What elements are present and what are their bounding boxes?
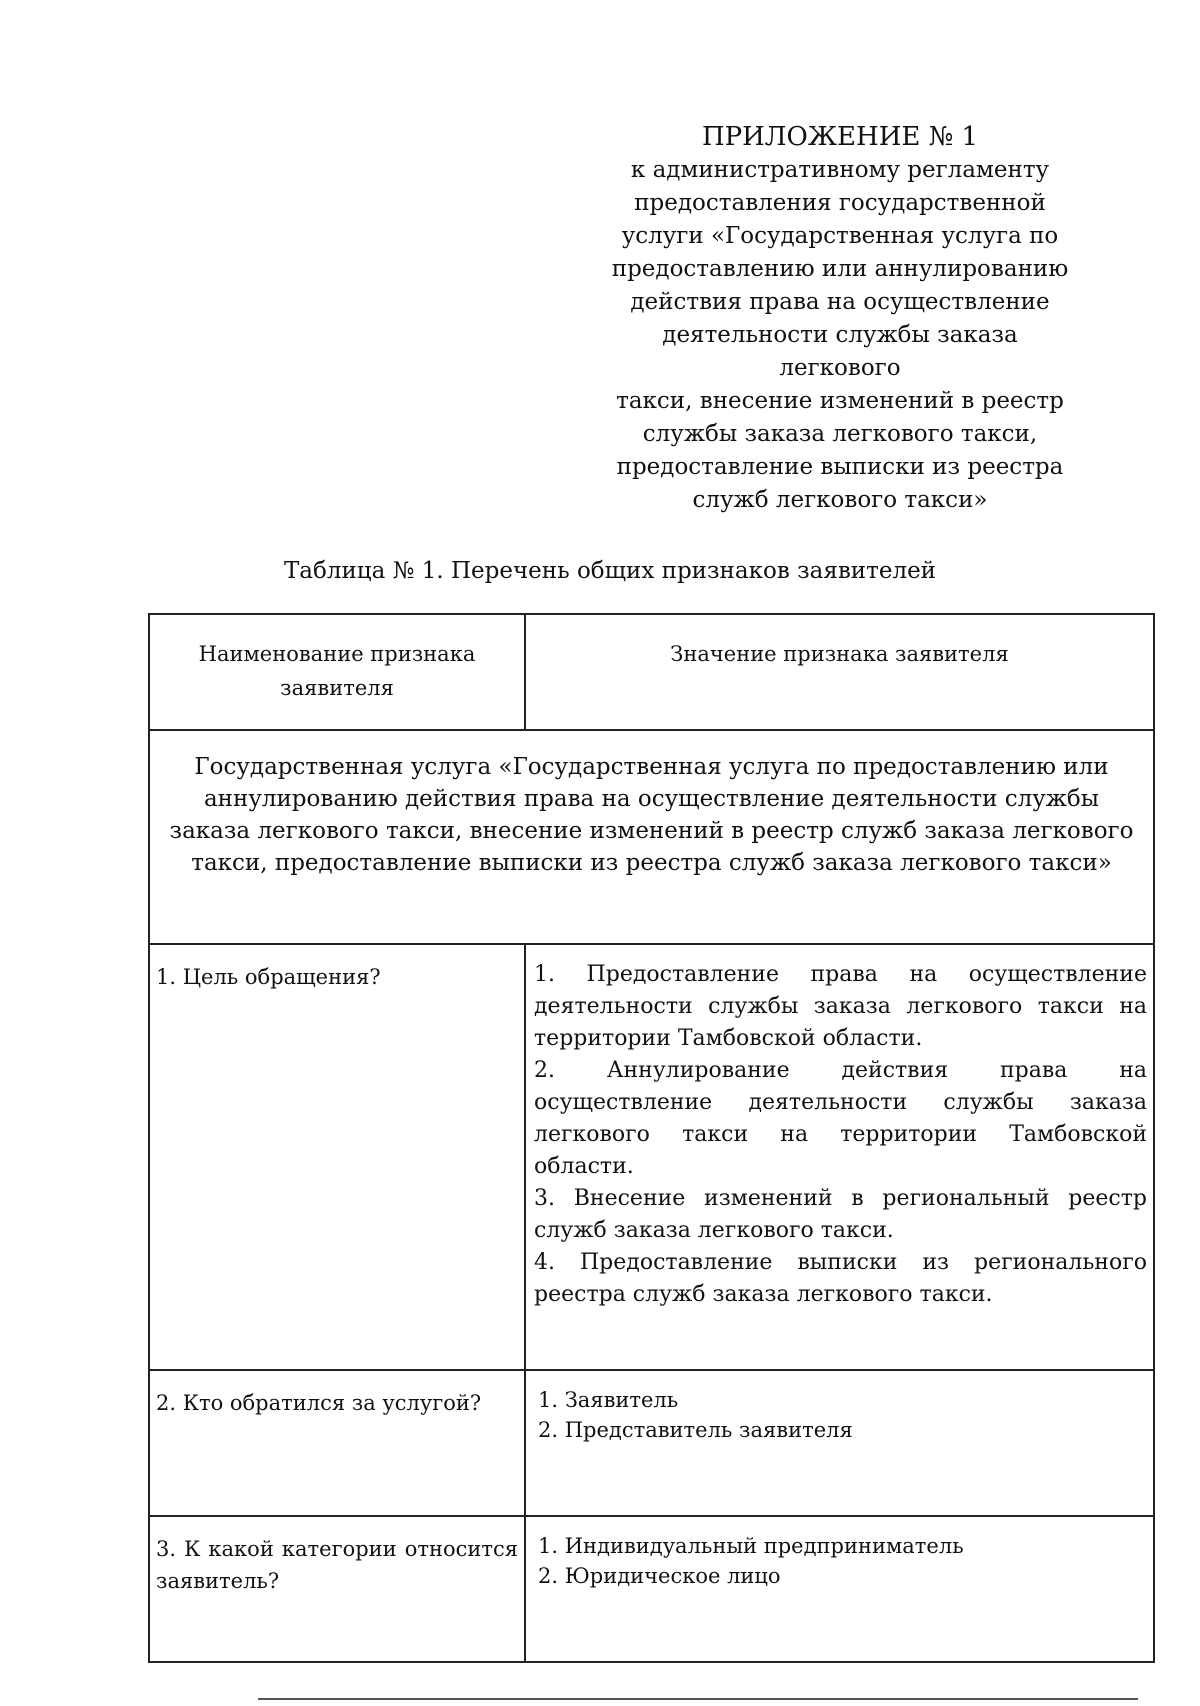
page-bottom-rule (258, 1698, 1138, 1700)
answer-item: 4. Предоставление выписки из регионального реестра служб заказа легкового такси. (534, 1250, 1147, 1307)
appendix-line: службы заказа легкового такси, (642, 421, 1038, 447)
question-cell: 2. Кто обратился за услугой? (149, 1370, 525, 1516)
answer-cell (525, 944, 1154, 1370)
appendix-line: предоставления государственной (634, 190, 1046, 216)
answer-item: 1. Предоставление права на осуществление деятельности службы заказа легкового такси на территории Тамбовской области. (534, 962, 1147, 1051)
answer-item: 1. Заявитель (538, 1388, 679, 1412)
answer-cell (525, 1516, 1154, 1662)
table-caption: Таблица № 1. Перечень общих признаков заявителей (283, 558, 937, 584)
service-row (149, 730, 1154, 944)
table-row (149, 1516, 1154, 1662)
answer-item: 2. Представитель заявителя (538, 1418, 853, 1442)
appendix-line: действия права на осуществление (630, 289, 1050, 315)
table-row (149, 1370, 1154, 1516)
appendix-line: к административному регламенту (630, 157, 1050, 183)
appendix-title: ПРИЛОЖЕНИЕ № 1 (701, 122, 979, 152)
appendix-line: предоставлению или аннулированию (611, 256, 1069, 282)
table-header-row (149, 614, 1154, 730)
question-cell: 1. Цель обращения? (149, 944, 525, 1370)
service-name-cell: Государственная услуга «Государственная услуга по предоставлению или аннулированию действия права на осуществление деятельности службы заказа легкового такси, внесение изменений в реестр служб заказа легкового такси, предоставление выписки из реестра служб заказа легкового такси» (149, 730, 1154, 944)
appendix-line: услуги «Государственная услуга по (621, 223, 1059, 249)
header-feature-name: Наименование признака заявителя (149, 614, 525, 730)
answer-cell (525, 1370, 1154, 1516)
appendix-line: деятельности службы заказа легкового (662, 322, 1018, 381)
question-cell: 3. К какой категории относится заявитель? (149, 1516, 525, 1662)
answer-item: 1. Индивидуальный предприниматель (538, 1534, 964, 1558)
header-feature-value: Значение признака заявителя (525, 614, 1154, 730)
appendix-block (600, 120, 1080, 517)
appendix-line: такси, внесение изменений в реестр (616, 388, 1064, 414)
answer-item: 3. Внесение изменений в региональный реестр служб заказа легкового такси. (534, 1186, 1147, 1243)
appendix-line: служб легкового такси» (692, 487, 988, 513)
answer-item: 2. Аннулирование действия права на осуществление деятельности службы заказа легкового такси на территории Тамбовской области. (534, 1058, 1147, 1179)
applicant-features-table (148, 613, 1155, 1663)
answer-item: 2. Юридическое лицо (538, 1564, 781, 1588)
appendix-line: предоставление выписки из реестра (616, 454, 1064, 480)
table-row (149, 944, 1154, 1370)
